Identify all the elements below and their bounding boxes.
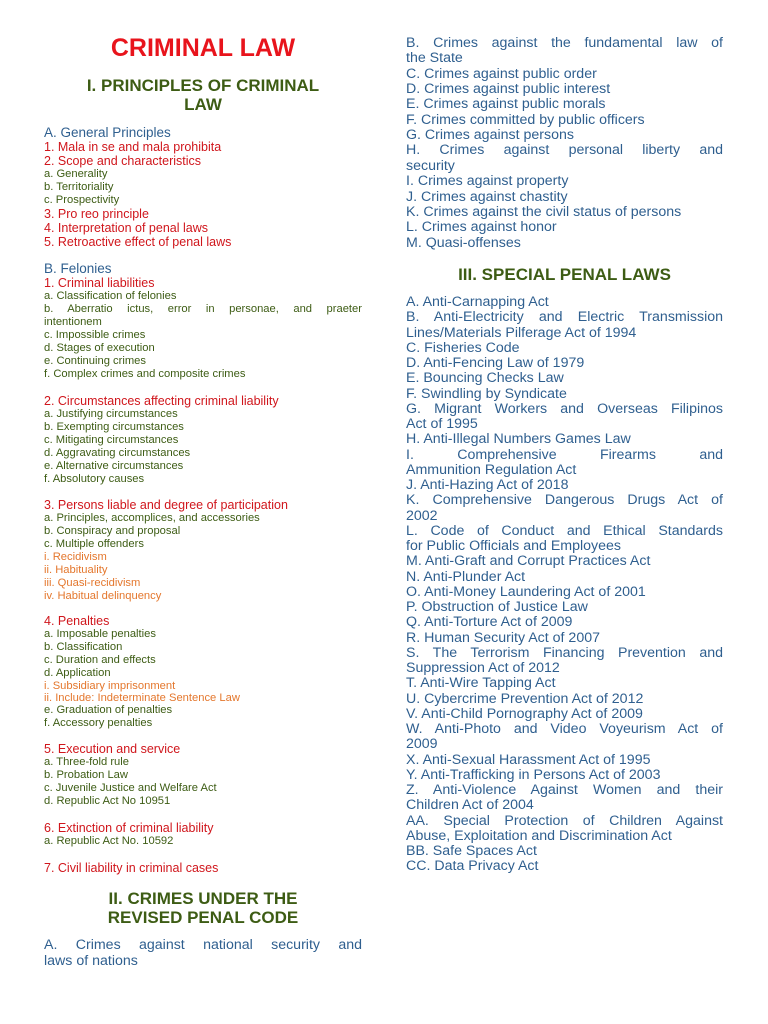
spl-item: Lines/Materials Pilferage Act of 1994 [406,324,637,341]
spl-item: Y. Anti-Trafficking in Persons Act of 2003 [406,766,661,783]
part2-heading-line1: II. CRIMES UNDER THE [108,889,298,908]
rpc-item: E. Crimes against public morals [406,96,606,113]
principle-subitem: b. Territoriality [44,181,114,193]
penalties-item: c. Duration and effects [44,654,156,666]
persons-item: a. Principles, accomplices, and accessories [44,512,260,524]
circumstance-item: b. Exempting circumstances [44,421,184,433]
rpc-item: F. Crimes committed by public officers [406,111,645,128]
spl-item: 2009 [406,736,438,753]
offender-subitem: iii. Quasi-recidivism [44,577,141,589]
execution-item: b. Probation Law [44,769,128,781]
spl-item: F. Swindling by Syndicate [406,385,567,402]
felonies-label: B. Felonies [44,261,112,276]
extinction-heading: 6. Extinction of criminal liability [44,821,214,835]
spl-item: Z. Anti-Violence Against Women and their [406,782,723,798]
principle-subitem: a. Generality [44,168,108,180]
part3-heading: III. SPECIAL PENAL LAWS [458,265,671,284]
rpc-item: M. Quasi-offenses [406,234,521,251]
felony-subitem: b. Aberratio ictus, error in personae, and praeter [44,303,362,315]
principle-item: 2. Scope and characteristics [44,154,202,168]
principle-item: 4. Interpretation of penal laws [44,221,208,235]
rpc-item: J. Crimes against chastity [406,188,568,205]
spl-item: Suppression Act of 2012 [406,660,560,676]
offender-subitem: ii. Habituality [44,564,108,576]
spl-item: K. Comprehensive Dangerous Drugs Act of [406,492,723,509]
spl-item: V. Anti-Child Pornography Act of 2009 [406,705,643,722]
penalties-item: a. Imposable penalties [44,628,156,640]
felony-subitem: c. Impossible crimes [44,329,146,341]
rpc-item: L. Crimes against honor [406,219,557,236]
circumstance-item: f. Absolutory causes [44,473,145,485]
circumstance-item: e. Alternative circumstances [44,460,184,472]
spl-item: O. Anti-Money Laundering Act of 2001 [406,583,646,600]
spl-item: for Public Officials and Employees [406,538,622,554]
document-title: CRIMINAL LAW [110,34,296,62]
spl-item: S. The Terrorism Financing Prevention and [406,644,723,661]
spl-item: J. Anti-Hazing Act of 2018 [406,477,569,493]
offender-subitem: iv. Habitual delinquency [44,590,162,602]
spl-item: 2002 [406,507,438,524]
felony-subitem: a. Classification of felonies [44,290,177,302]
persons-item: b. Conspiracy and proposal [44,525,181,537]
spl-item: M. Anti-Graft and Corrupt Practices Act [406,553,651,570]
execution-heading: 5. Execution and service [44,742,181,756]
rpc-item: H. Crimes against personal liberty and [406,142,723,159]
spl-item: Q. Anti-Torture Act of 2009 [406,614,573,631]
spl-item: N. Anti-Plunder Act [406,568,526,585]
civil-liability-heading: 7. Civil liability in criminal cases [44,861,219,875]
circumstances-heading: 2. Circumstances affecting criminal liability [44,394,279,408]
circumstance-item: d. Aggravating circumstances [44,447,191,459]
execution-item: c. Juvenile Justice and Welfare Act [44,782,217,794]
felony-subitem: intentionem [44,316,102,328]
spl-item: Children Act of 2004 [406,797,534,814]
spl-item: R. Human Security Act of 2007 [406,629,600,646]
spl-item: Act of 1995 [406,416,478,432]
rpc-item: I. Crimes against property [406,173,569,190]
rpc-item: K. Crimes against the civil status of persons [406,203,682,220]
extinction-item: a. Republic Act No. 10592 [44,835,174,847]
part2-heading-line2: REVISED PENAL CODE [107,908,299,927]
spl-item: E. Bouncing Checks Law [406,370,564,387]
felony-subitem: f. Complex crimes and composite crimes [44,368,246,380]
persons-item: c. Multiple offenders [44,538,144,550]
principle-subitem: c. Prospectivity [44,194,120,206]
spl-item: L. Code of Conduct and Ethical Standards [406,522,723,539]
rpc-item: the State [406,50,463,67]
spl-item: P. Obstruction of Justice Law [406,599,588,615]
rpc-item: G. Crimes against persons [406,127,574,144]
circumstance-item: c. Mitigating circumstances [44,434,179,446]
spl-item: CC. Data Privacy Act [406,858,539,875]
application-subitem: ii. Include: Indeterminate Sentence Law [44,692,240,704]
general-principles-label: A. General Principles [44,125,171,140]
rpc-item: laws of nations [44,953,138,969]
penalties-item: f. Accessory penalties [44,717,153,729]
circumstance-item: a. Justifying circumstances [44,408,178,420]
persons-liable-heading: 3. Persons liable and degree of participation [44,498,288,512]
felony-subitem: e. Continuing crimes [44,355,146,367]
spl-item: AA. Special Protection of Children Against [406,812,723,829]
penalties-heading: 4. Penalties [44,614,110,628]
penalties-item: e. Graduation of penalties [44,704,173,716]
rpc-item: C. Crimes against public order [406,65,597,82]
part1-heading-line2: LAW [184,95,222,114]
penalties-item: b. Classification [44,641,123,653]
spl-item: D. Anti-Fencing Law of 1979 [406,355,585,371]
spl-item: G. Migrant Workers and Overseas Filipinos [406,400,723,417]
spl-item: B. Anti-Electricity and Electric Transmission [406,309,723,326]
spl-item: Abuse, Exploitation and Discrimination Act [406,827,672,844]
principle-item: 5. Retroactive effect of penal laws [44,235,232,249]
spl-item: U. Cybercrime Prevention Act of 2012 [406,690,644,707]
spl-item: A. Anti-Carnapping Act [406,294,549,310]
spl-item: W. Anti-Photo and Video Voyeurism Act of [406,721,723,737]
rpc-item: B. Crimes against the fundamental law of [406,35,723,51]
offender-subitem: i. Recidivism [44,551,107,563]
application-subitem: i. Subsidiary imprisonment [44,680,176,692]
part1-heading-line1: I. PRINCIPLES OF CRIMINAL [86,76,320,95]
execution-item: a. Three-fold rule [44,756,129,768]
principle-item: 1. Mala in se and mala prohibita [44,140,222,154]
spl-item: H. Anti-Illegal Numbers Games Law [406,431,631,448]
spl-item: Ammunition Regulation Act [406,461,577,478]
principle-item: 3. Pro reo principle [44,207,149,221]
penalties-item: d. Application [44,667,111,679]
rpc-item: A. Crimes against national security and [44,937,362,953]
criminal-liabilities-heading: 1. Criminal liabilities [44,276,155,290]
rpc-item: security [406,157,455,174]
spl-item: C. Fisheries Code [406,339,520,356]
spl-item: I. Comprehensive Firearms and [406,446,723,463]
spl-item: X. Anti-Sexual Harassment Act of 1995 [406,751,651,768]
execution-item: d. Republic Act No 10951 [44,795,171,807]
felony-subitem: d. Stages of execution [44,342,155,354]
rpc-item: D. Crimes against public interest [406,81,611,98]
spl-item: T. Anti-Wire Tapping Act [406,675,556,692]
spl-item: BB. Safe Spaces Act [406,843,537,859]
